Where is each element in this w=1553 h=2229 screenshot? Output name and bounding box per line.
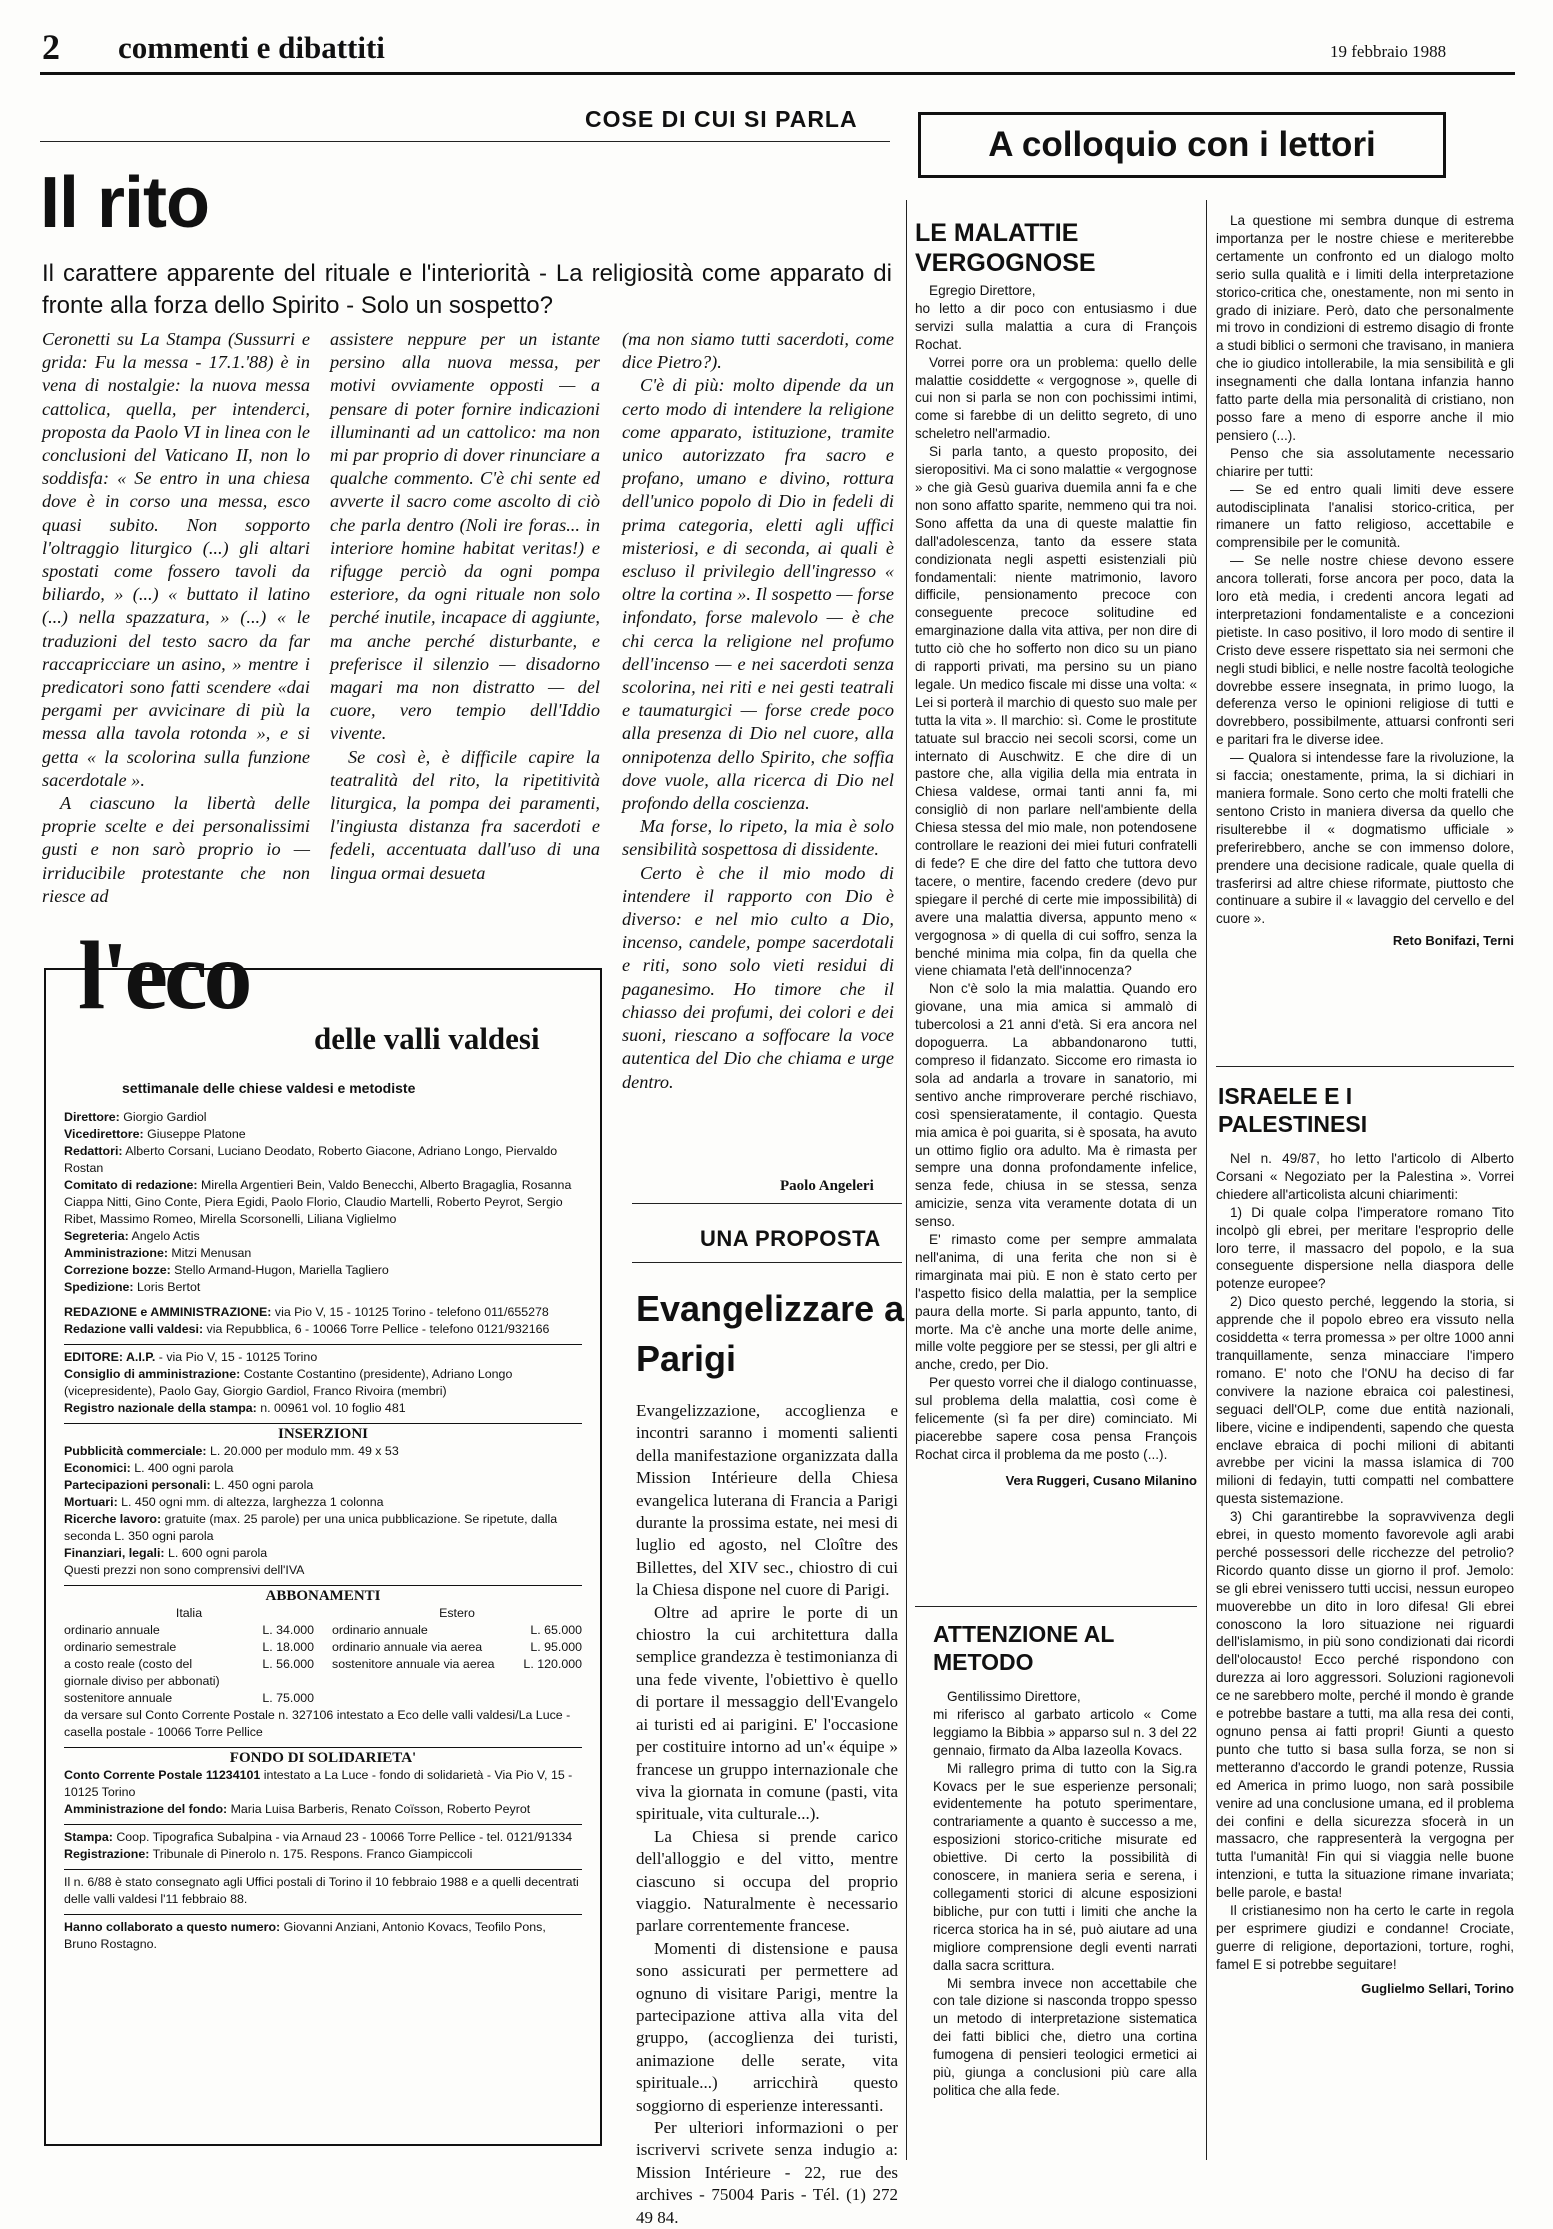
ad-rate-row (64, 1477, 582, 1494)
subscription-row (332, 1639, 582, 1656)
ad-rate-row-label: Partecipazioni personali: (64, 1478, 211, 1492)
subscription-price: L. 18.000 (262, 1640, 314, 1654)
subscription-row (332, 1622, 582, 1639)
ad-rate-row-label: Pubblicità commerciale: (64, 1444, 207, 1458)
print-row-value: Coop. Tipografica Subalpina - via Arnaud 23 - 10066 Torre Pellice - tel. 0121/91334 (112, 1830, 573, 1844)
subscription-row (64, 1622, 314, 1639)
ad-rate-row (64, 1494, 582, 1511)
masthead-ads (64, 1443, 582, 1579)
article-paragraph: Ma forse, lo ripeto, la mia è solo sensibilità sospettosa di dissidente. (622, 816, 894, 860)
subscription-price: L. 75.000 (262, 1691, 314, 1705)
staff-row (64, 1177, 582, 1228)
article-paragraph: Certo è che il mio modo di intendere il rapporto con Dio è diverso: e nel mio culto a Dio, incenso, candele, pompe sacerdotali e riti, sono solo vieti residui di paganesimo. Ho timore che il chiasso dei profumi, dei colori e dei suoni, riescano a soffocare la voce autentica del Dio che chiama e urge dentro. (622, 862, 894, 1092)
staff-row-label: Amministrazione: (64, 1246, 168, 1260)
staff-row-value: Mirella Argentieri Bein, Valdo Benecchi, Alberto Bragaglia, Rosanna Ciappa Nitti, Gino Conte, Piera Egidi, Paolo Florio, Claudio Martelli, Roberto Peyrot, Sergio Ribet, Massimo Romeo, Mirella Scorsonelli, Liliana Viglielmo (64, 1178, 572, 1226)
masthead-offices (64, 1304, 582, 1338)
ad-rate-row-value: Questi prezzi non sono comprensivi dell'IVA (64, 1563, 305, 1577)
letter-paragraph: Nel n. 49/87, ho letto l'articolo di Alberto Corsani « Negoziato per la Palestina ». Vorrei chiedere all'articolista alcuni chiarimenti: (1216, 1151, 1514, 1202)
fund-row-value: intestato a La Luce - fondo di solidarietà - Via Pio V, 15 - 10125 Torino (64, 1768, 573, 1799)
staff-row-value: Stello Armand-Hugon, Mariella Tagliero (170, 1263, 389, 1277)
ad-rate-row (64, 1460, 582, 1477)
print-row-label: Registrazione: (64, 1847, 150, 1861)
letter3-rule (1216, 1066, 1514, 1067)
staff-row (64, 1245, 582, 1262)
masthead-logo: l'eco (78, 922, 249, 1030)
subscription-row (64, 1690, 314, 1707)
article-author: Paolo Angeleri (780, 1178, 874, 1194)
letters-banner (918, 112, 1446, 178)
letter1-body (915, 282, 1197, 1490)
letter1-signature: Vera Ruggeri, Cusano Milanino (1005, 1472, 1197, 1488)
article-paragraph: (ma non siamo tutti sacerdoti, come dice Pietro?). (622, 329, 894, 373)
subscription-type: sostenitore annuale via aerea (332, 1657, 495, 1671)
masthead-tagline: settimanale delle chiese valdesi e metodiste (122, 1080, 416, 1096)
publisher-row-label: EDITORE: A.I.P. (64, 1350, 156, 1364)
masthead-print (64, 1829, 582, 1863)
proposal-paragraph: Per ulteriori informazioni o per iscrivervi scrivete senza indugio a: Mission Intérieure - 22, rue des archives - 75004 Paris - Tél. (1) 272 49 84. (636, 2118, 898, 2227)
letter-paragraph: Il cristianesimo non ha certo le carte in regola per esprimere giudizi e condanne! Crociate, guerre di religione, deportazioni, torture, roghi, famel E si potrebbe seguitare! (1216, 1903, 1514, 1972)
letter-paragraph: — Se nelle nostre chiese devono essere ancora tollerati, forse ancora per poco, data la loro età media, i credenti ancora legati ad interpretazioni fondamentaliste e a concezioni pietiste. In caso positivo, il loro modo di sentire il Cristo deve essere rispettato sia nei sermoni che negli studi biblici, e nelle nostre facoltà teologiche dovrebbe essere insegnata, in primo luogo, la deferenza verso le opinioni religiose di tutti e dovrebbero, possibilmente, attuarsi confronti seri e paritari fra le diverse idee. (1216, 553, 1514, 748)
article-column-1 (42, 328, 310, 908)
staff-row-label: Vicedirettore: (64, 1127, 144, 1141)
proposal-title: Evangelizzare a Parigi (636, 1288, 905, 1379)
ad-rate-row-label: Mortuari: (64, 1495, 118, 1509)
subs-note: da versare sul Conto Corrente Postale n. 327106 intestato a Eco delle valli valdesi/La Luce - casella postale - 10066 Torre Pellice (64, 1708, 571, 1739)
staff-row (64, 1228, 582, 1245)
fund-row (64, 1767, 582, 1801)
letter-paragraph: Vorrei porre ora un problema: quello delle malattie cosiddette « vergognose », quelle di cui non si parla se non con pochissimi intimi, come si farebbe di un delitto segreto, di uno scheletro nell'armadio. (915, 354, 1197, 442)
ad-rate-row-value: L. 20.000 per modulo mm. 49 x 53 (206, 1444, 399, 1458)
staff-row-label: Correzione bozze: (64, 1263, 171, 1277)
staff-row-value: Mitzi Menusan (167, 1246, 252, 1260)
letter-paragraph: mi riferisco al garbato articolo « Come leggiamo la Bibbia » apparso sul n. 3 del 22 gennaio, firmato da Alba Iazeolla Kovacs. (933, 1706, 1197, 1758)
fund-row-value: Maria Luisa Barberis, Renato Coïsson, Roberto Peyrot (227, 1802, 531, 1816)
subscription-price: L. 34.000 (262, 1623, 314, 1637)
letter3-body (1216, 1150, 1514, 1998)
issue-date: 19 febbraio 1988 (1330, 42, 1447, 61)
subscription-price: L. 56.000 (262, 1657, 314, 1671)
article-subtitle: Il carattere apparente del rituale e l'interiorità - La religiosità come apparato di fronte alla forza dello Spirito - Solo un sospetto? (42, 260, 892, 319)
staff-row-label: Segreteria: (64, 1229, 129, 1243)
page-number: 2 (42, 27, 60, 67)
letter-paragraph: Non c'è solo la mia malattia. Quando ero giovane, una mia amica si ammalò di tubercolosi a 21 anni d'età. Si era ancora nel dopoguerra. La abbandonarono tutti, compreso il fidanzato. Siccome ero rimasta io sola ad andarla a trovare in sanatorio, mi sentivo anche rimproverare perché rischiavo, così spensieratamente, il contagio. Questa mia amica è poi guarita, si è sposata, ha avuto un ottimo figlio ora adulto. Ma è rimasta per sempre una donna profondamente infelice, senza fede, chiusa in se stessa, senza amicizie, senza vita veramente dotata di un senso. (915, 981, 1197, 1230)
letter-paragraph: E' rimasto come per sempre ammalata nell'anima, di una ferita che non si è rimarginata mai più. E non è stato certo per l'aspetto fisico della malattia, per la semplice paura della morte. Si parla appunto, tanto, di morte. Ma c'è anche una morte delle anime, mille volte peggiore per se stessi, per gli altri e anche, credo, per Dio. (915, 1232, 1197, 1373)
letter-paragraph: Penso che sia assolutamente necessario chiarire per tutti: (1216, 445, 1514, 479)
ad-rate-row-value: L. 450 ogni parola (210, 1478, 314, 1492)
delivery-note: Il n. 6/88 è stato consegnato agli Uffici postali di Torino il 10 febbraio 1988 e a quelli decentrati delle valli valdesi l'11 febbraio 88. (64, 1875, 579, 1906)
section-title: commenti e dibattiti (118, 30, 385, 65)
office-row-label: REDAZIONE e AMMINISTRAZIONE: (64, 1305, 272, 1319)
office-row-value: via Repubblica, 6 - 10066 Torre Pellice - telefono 0121/932166 (203, 1322, 550, 1336)
office-row (64, 1321, 582, 1338)
proposal-body (636, 1400, 898, 2229)
contributors-label: Hanno collaborato a questo numero: (64, 1920, 281, 1934)
subs-title: ABBONAMENTI (265, 1588, 381, 1604)
subscription-type: sostenitore annuale (64, 1691, 173, 1705)
article-paragraph: assistere neppure per un istante persino alla nuova messa, per motivi ovviamente opposti — a pensare di poter fornire indicazioni illuminanti ad un cattolico: ma non mi par proprio di dover rinunciare a qualche commento. C'è chi sente ed avverte il sacro come ascolto di ciò che parla dentro (Noli ire foras... in interiore homine habitat veritas!) e rifugge perciò da ogni pompa esteriore, da ogni rituale non solo perché inutile, incapace di aggiunte, ma anche perché disturbante, e preferisce il silenzio — disadorno magari ma non distratto — del cuore, vero tempio dell'Iddio vivente. (330, 329, 600, 744)
proposal-paragraph: La Chiesa si prende carico dell'alloggio e del vitto, mentre ciascuno si occupa del proprio viaggio. Naturalmente è necessario parlare correntemente francese. (636, 1826, 898, 1936)
ad-rate-row-label: Finanziari, legali: (64, 1546, 165, 1560)
letter2-body (933, 1688, 1197, 2100)
letter-paragraph: — Se ed entro quali limiti deve essere autodisciplinata l'analisi storico-critica, per rimanere un fatto religioso, accettabile e comprensibile per le comunità. (1216, 481, 1514, 551)
letter1-title: LE MALATTIE VERGOGNOSE (915, 219, 1096, 277)
contributors-names: Giovanni Anziani, Antonio Kovacs, Teofilo Pons, Bruno Rostagno. (64, 1920, 546, 1951)
letter3-signature: Guglielmo Sellari, Torino (1361, 1980, 1514, 1996)
ad-rate-row-value: L. 450 ogni mm. di altezza, larghezza 1 colonna (117, 1495, 384, 1509)
letter3-title: ISRAELE E I PALESTINESI (1218, 1083, 1368, 1137)
letter-paragraph: Egregio Direttore, (929, 283, 1036, 298)
letter-paragraph: Mi sembra invece non accettabile che con tale dizione si nasconda troppo spesso un metodo di interpretazione sistematica dei fatti biblici che, dietro una cortina fumogena di pensieri teologici ermetici ai più, giunga a conclusioni più care alla politica che alla fede. (933, 1975, 1197, 2098)
fund-row-label: Conto Corrente Postale 11234101 (64, 1768, 261, 1782)
ad-rate-row-value: L. 600 ogni parola (164, 1546, 268, 1560)
letter-paragraph: — Qualora si intendesse fare la rivoluzione, la si faccia; onestamente, prima, la si dichiari in maniera formale. Sono certo che molti fratelli che sentono Cristo in maniera diversa da quello che risulterebbe il « dogmatismo ufficiale » preferirebbero, anche se con immenso dolore, prendere una decisione radicale, quale quella di trasferirsi ad altre chiese riformate, piuttosto che continuare a subire il « lavaggio del cervello e del cuore ». (1216, 750, 1514, 927)
ad-rate-row-value: L. 400 ogni parola (130, 1461, 234, 1475)
article-paragraph: A ciascuno la libertà delle proprie scelte e dei personalissimi gusti e non sarò proprio io — irriducibile protestante che non riesce ad (42, 793, 310, 906)
staff-row-label: Comitato di redazione: (64, 1178, 198, 1192)
fund-title: FONDO DI SOLIDARIETA' (229, 1750, 417, 1766)
subs-italia (64, 1622, 314, 1707)
letter-paragraph: 1) Di quale colpa l'imperatore romano Tito incolpò gli ebrei, per meritare l'esproprio delle loro terre, il massacro del popolo, e la sua conseguente dispersione nella diaspora delle potenze europee? (1216, 1204, 1514, 1292)
staff-row-value: Giuseppe Platone (143, 1127, 246, 1141)
subscription-price: L. 120.000 (523, 1657, 582, 1671)
staff-row (64, 1109, 582, 1126)
letter-paragraph: ho letto a dir poco con entusiasmo i due servizi sulla malattia a cura di François Rochat. (915, 300, 1197, 352)
column-rule (1206, 200, 1207, 2160)
staff-row-label: Direttore: (64, 1110, 120, 1124)
staff-row (64, 1262, 582, 1279)
letter-paragraph: Per questo vorrei che il dialogo continuasse, sul problema della malattia, così come è felicemente (sì fa per dire) cominciato. Mi piacerebbe sapere cosa pensa François Rochat circa il problema da me posto (...). (915, 1375, 1197, 1462)
proposal-paragraph: Momenti di distensione e pausa sono assicurati per permettere ad ognuno di visitare Parigi, mentre la partecipazione attiva alla vita del gruppo, (accoglienza dei turisti, animazione delle serate, vita spirituale...) arricchirà questo soggiorno di esperienze interessanti. (636, 1938, 898, 2115)
letter2-continued (1216, 212, 1514, 950)
letter2-signature: Reto Bonifazi, Terni (1392, 933, 1514, 949)
letter-paragraph: 3) Chi garantirebbe la sopravvivenza degli ebrei, in questo momento favorevole agli arabi perché possessori delle ricchezze del petrolio? Ricordo quanto disse un giorno il prof. Jemolo: se gli ebrei venissero tutti uccisi, nessun europeo muoverebbe un dito in loro difesa! Gli ebrei conoscono la loro situazione nei riguardi dell'islamismo, in più sono condizionati dai ricordi dell'olocausto! Ecco perché rispondono con durezza ai loro aggressori. Soluzioni ragionevoli ce ne sarebbero molte, perché il mondo è grande e potrebbe bastare a tutti, ma alla resa dei conti, ognuno pensa ai fatti propri! Giunti a questo punto che tutto si basa sulla forza, se non si metteranno d'accordo le grandi potenze, Russia ed America in primo luogo, non sarà possibile venire ad una conclusione umana, ed il problema dei confini e della sicurezza sfocerà in un massacro, che rappresenterà la vergogna per tutta l'umanità! Fin qui si viaggia nelle buone intenzioni, e tutta la situazione rimane invariata; belle parole, e basta! (1216, 1509, 1514, 1901)
subscription-row (64, 1656, 314, 1690)
staff-row-value: Alberto Corsani, Luciano Deodato, Roberto Giacone, Adriano Longo, Piervaldo Rostan (64, 1144, 558, 1175)
subscription-type: a costo reale (costo del giornale diviso per abbonati) (64, 1657, 220, 1688)
subscription-type: ordinario semestrale (64, 1640, 177, 1654)
contributors (64, 1919, 582, 1953)
article-column-2 (330, 328, 600, 885)
subscription-type: ordinario annuale via aerea (332, 1640, 483, 1654)
office-row (64, 1304, 582, 1321)
subs-estero (332, 1622, 582, 1673)
letter-paragraph: 2) Dico questo perché, leggendo la storia, si apprende che il popolo ebreo era vissuto nella cosiddetta « terra promessa » per oltre 1000 anni tranquillamente, senza minacciare l'impero romano. E' noto che l'ONU ha deciso di far convivere la nazione ebraica coi palestinesi, seguaci dell'OLP, come due entità nazionali, libere, vicine e indipendenti, sapendo che questa enclave ebraica di pochi milioni di abitanti avrebbe per vicini la massa islamica di 700 milioni di fedayin, tutti compatti nel combattere questa sistemazione. (1216, 1294, 1514, 1507)
publisher-row-value: n. 00961 vol. 10 foglio 481 (256, 1401, 406, 1415)
publisher-row-label: Registro nazionale della stampa: (64, 1401, 257, 1415)
publisher-row-label: Consiglio di amministrazione: (64, 1367, 241, 1381)
subscription-price: L. 95.000 (530, 1640, 582, 1654)
print-row (64, 1846, 582, 1863)
ad-rate-row-label: Economici: (64, 1461, 131, 1475)
masthead-logo-row (64, 922, 582, 1080)
masthead-fund (64, 1767, 582, 1818)
subs-italia-label: Italia (175, 1606, 203, 1620)
staff-row-label: Redattori: (64, 1144, 123, 1158)
masthead-box (44, 922, 602, 2146)
letter-paragraph: Gentilissimo Direttore, (947, 1689, 1081, 1704)
letter-paragraph: La questione mi sembra dunque di estrema importanza per le nostre chiese e meriterebbe certamente un confronto ed un dialogo molto serio sulla qualità e i limiti della interpretazione storico-critica che, onestamente, non mi sento in grado di iniziare. Però, dato che personalmente mi trovo in condizioni di estremo disagio di fronte a studi biblici o sermoni che travisano, in maniera che io giudico intollerabile, la mia sensibilità e gli insegnamenti che dalla lontana infanzia hanno fatto parte della mia personalità di cristiano, non posso fare a meno di esporre anche il mio pensiero (...). (1216, 213, 1514, 443)
staff-row-value: Angelo Actis (128, 1229, 200, 1243)
masthead-publisher (64, 1349, 582, 1417)
proposal-top-rule (632, 1203, 902, 1204)
office-row-label: Redazione valli valdesi: (64, 1322, 204, 1336)
letter-paragraph: Si parla tanto, a questo proposito, dei sieropositivi. Ma ci sono malattie « vergognose » che già Gesù guariva duemila anni fa e che non sono affatto sparite, nemmeno qui tra noi. Sono affetta da una di queste malattie fin dall'adolescenza, tanto da essere stata condizionata negli aspetti esistenziali più fondamentali: niente matrimonio, lavoro difficile, pensionamento precoce con conseguente precoce solitudine ed emarginazione dalla vita attiva, per non dire di tutto ciò che ho sofferto non dico su un piano di rapporti privati, ma persino su un piano legale. Un medico fiscale mi disse una volta: « Lei si porterà il marchio di questo suo male per tutta la vita ». Il marchio: sì. Come le prostitute tatuate sul braccio nei secoli scorsi, come un internato di Auschwitz. E che dire di un pastore che, alla vigilia della mia entrata in Chiesa valdese, ormai tanti anni fa, mi consigliò di non parlare nell'ambiente della Chiesa stessa del mio male, non potendosene controllare le reazioni dei miei futuri confratelli di fede? E che dire del fatto che tuttora devo tacere, o mentire, facendo credere (devo pur spiegare il perché di certe mie impossibilità) di avere una malattia diversa, appunto meno « vergognosa » di quella di cui soffro, senza la benché minima mia colpa, fin da quella che viene chiamata l'età dell'innocenza? (915, 444, 1197, 979)
publisher-row-value: - via Pio V, 15 - 10125 Torino (155, 1350, 318, 1364)
ad-rate-row (64, 1443, 582, 1460)
publisher-row (64, 1349, 582, 1366)
staff-row (64, 1126, 582, 1143)
subscription-type: ordinario annuale (64, 1623, 160, 1637)
staff-row-value: Loris Bertot (133, 1280, 201, 1294)
proposal-paragraph: Evangelizzazione, accoglienza e incontri saranno i momenti salienti della manifestazione organizzata dalla Mission Intérieure della Chiesa evangelica luterana di Francia a Parigi durante la prossima estate, nei mesi di luglio ed agosto, nel Cloître des Billettes, del XIV sec., chiostro di cui la Chiesa dispone nel cuore di Parigi. (636, 1401, 898, 1600)
subscription-type: ordinario annuale (332, 1623, 428, 1637)
letters-banner-text: A colloquio con i lettori (988, 125, 1376, 164)
masthead-logo-sub: delle valli valdesi (314, 1021, 540, 1056)
article-kicker: COSE DI CUI SI PARLA (585, 106, 858, 132)
ad-rate-row-value: gratuite (max. 25 parole) per una unica pubblicazione. Se ripetute, dalla seconda L. 350 ogni parola (64, 1512, 558, 1543)
proposal-rule (632, 1262, 902, 1263)
proposal-paragraph: Oltre ad aprire le porte di un chiostro la cui architettura dalla semplice grandezza è testimonianza di una fede vivente, l'obiettivo è quello di portare il messaggio dell'Evangelo ai turisti ed ai parigini. E' l'occasione per costituire intorno ad un'« équipe » francese un gruppo internazionale che viva la giornata in comune (pasti, vita spirituale, vita culturale...). (636, 1602, 898, 1824)
ad-rate-row-label: Ricerche lavoro: (64, 1512, 162, 1526)
subs-estero-label: Estero (439, 1606, 475, 1620)
publisher-row (64, 1400, 582, 1417)
masthead-staff (64, 1109, 582, 1296)
publisher-row (64, 1366, 582, 1400)
ad-rate-row (64, 1545, 582, 1562)
fund-row (64, 1801, 582, 1818)
staff-row (64, 1143, 582, 1177)
print-row-label: Stampa: (64, 1830, 113, 1844)
ad-rate-row (64, 1562, 582, 1579)
print-row-value: Tribunale di Pinerolo n. 175. Respons. Franco Giampiccoli (149, 1847, 473, 1861)
subscription-row (332, 1656, 582, 1673)
subscription-price: L. 65.000 (530, 1623, 582, 1637)
fund-row-label: Amministrazione del fondo: (64, 1802, 228, 1816)
header-rule (40, 72, 1515, 75)
letter2-rule (915, 1606, 1197, 1607)
article-paragraph: Ceronetti su La Stampa (Sussurri e grida: Fu la messa - 17.1.'88) è in vena di nostalgie: la nuova messa cattolica, quella, per intenderci, proposta da Paolo VI in linea con le conclusioni del Vaticano II, non lo soddisfa: « Se entro in una chiesa dove è in corso una messa, esco quasi subito. Non sopporto l'oltraggio liturgico (...) gli altari spostati come fossero tavoli da biliardo, » (...) « buttato il latino (...) nella spazzatura, » (...) « le traduzioni del testo sacro da far raccapricciare un asino, » mentre i predicatori sono fatti scendere «dai pergami per avvicinare di più la messa alla tavola rotonda », e si getta « la scolorina sulla funzione sacerdotale ». (42, 329, 310, 790)
ads-title: INSERZIONI (277, 1426, 369, 1442)
staff-row-value: Giorgio Gardiol (119, 1110, 207, 1124)
publisher-row-value: Costante Costantino (presidente), Adriano Longo (vicepresidente), Paolo Gay, Giorgio Gardiol, Franco Rivoira (membri) (64, 1367, 513, 1398)
article-paragraph: C'è di più: molto dipende da un certo modo di intendere la religione come apparato, istituzione, tramite unico autorizzato fra sacro e profano, umano e divino, rottura dell'unico popolo di Dio in fedeli di prima categoria, eletti agli uffici misteriosi, e di seconda, ai quali è escluso il privilegio dell'ingresso « oltre la cortina ». Il sospetto — forse infondato, forse malevolo — è che chi cerca la religione nel profumo dell'incenso — e nei sacerdoti senza scolorina, nei riti e nei gesti teatrali e taumaturgici — forse crede poco alla presenza di Dio nel cuore, alla onnipotenza dello Spirito, che soffia dove vuole, alla ricerca di Dio nel profondo della coscienza. (622, 375, 894, 814)
kicker-rule (40, 141, 890, 142)
ad-rate-row (64, 1511, 582, 1545)
staff-row-label: Spedizione: (64, 1280, 134, 1294)
letter-paragraph: Mi rallegro prima di tutto con la Sig.ra Kovacs per le sue esperienze personali; evidentemente ha potuto sperimentare, contrariamente a quanto è successo a me, esposizioni storico-critiche misurate ed obiettive. Di certo la possibilità di conoscere, in maniera seria e serena, i collegamenti storici di alcune esposizioni bibliche, pur con tutti i limiti che anche la ricerca storica ha in sé, può aiutare ad una migliore comprensione degli eventi narrati dalla sacra scrittura. (933, 1760, 1197, 1973)
column-rule (906, 200, 907, 2160)
subscription-row (64, 1639, 314, 1656)
staff-row (64, 1279, 582, 1296)
proposal-kicker: UNA PROPOSTA (700, 1226, 881, 1251)
print-row (64, 1829, 582, 1846)
article-title: Il rito (40, 163, 209, 243)
letter2-title: ATTENZIONE AL METODO (933, 1621, 1115, 1675)
article-column-3 (622, 328, 894, 1094)
office-row-value: via Pio V, 15 - 10125 Torino - telefono 011/655278 (271, 1305, 549, 1319)
article-paragraph: Se così è, è difficile capire la teatralità del rito, la ripetitività liturgica, la pompa dei paramenti, l'ingiusta distanza fra sacerdoti e fedeli, accentuata dall'uso di una lingua ormai desueta (330, 746, 600, 883)
